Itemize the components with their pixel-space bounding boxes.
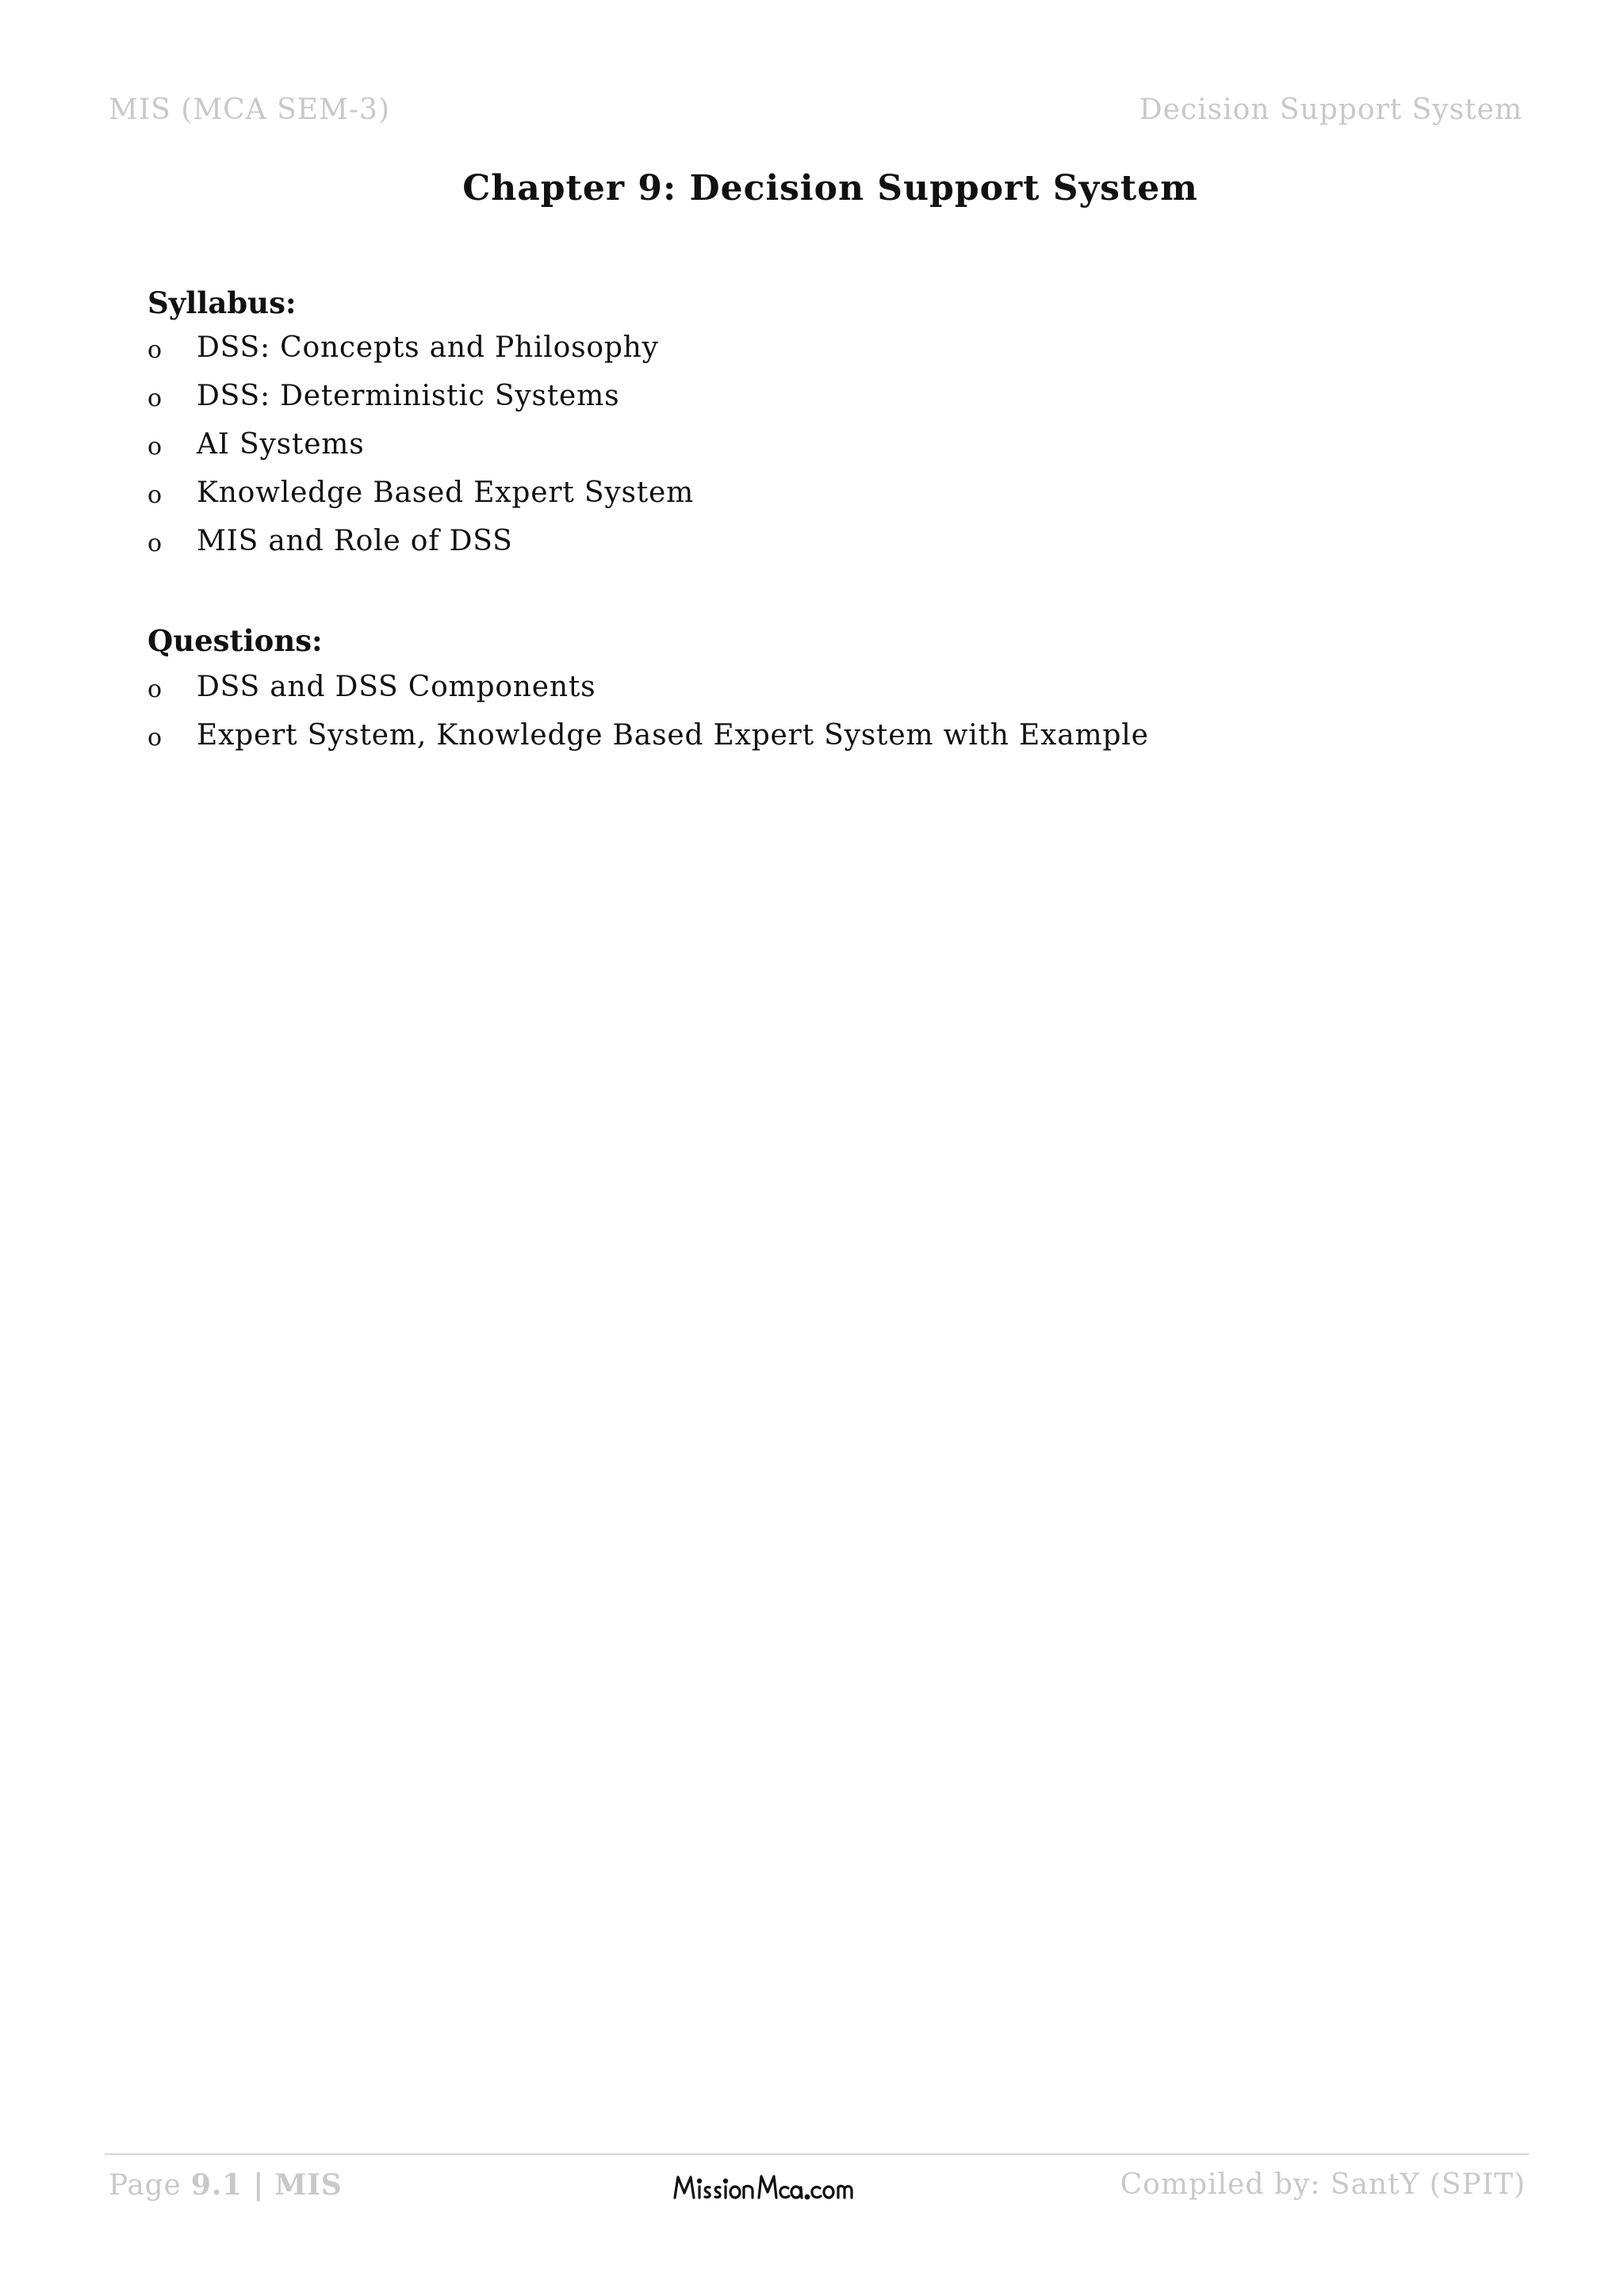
bullet-marker: o [147, 433, 163, 461]
list-item-text: MIS and Role of DSS [197, 525, 513, 557]
footer-subject: MIS [274, 2168, 343, 2202]
header-chapter-label: Decision Support System [1139, 94, 1522, 126]
list-item-text: DSS: Concepts and Philosophy [197, 331, 659, 364]
list-item-text: DSS and DSS Components [197, 671, 596, 703]
bullet-marker: o [147, 530, 163, 557]
page-title: Chapter 9: Decision Support System [462, 168, 1198, 209]
missionmca-logo-graphic [670, 2166, 876, 2214]
list-item-text: DSS: Deterministic Systems [197, 380, 620, 412]
footer-page-number: 9.1 [190, 2168, 243, 2202]
list-item [147, 671, 1149, 719]
list-item-text: Knowledge Based Expert System [197, 476, 695, 509]
questions-heading: Questions: [147, 623, 323, 658]
list-item [147, 428, 694, 476]
list-item [147, 476, 694, 525]
list-item-text: AI Systems [197, 428, 365, 461]
footer-page-info [109, 2168, 343, 2202]
bullet-marker: o [147, 675, 163, 703]
list-item-text: Expert System, Knowledge Based Expert System with Example [197, 719, 1149, 752]
footer-separator: | [242, 2168, 275, 2202]
footer-divider [105, 2153, 1529, 2155]
bullet-marker: o [147, 481, 163, 509]
footer-compiled-by: Compiled by: SantY (SPIT) [1120, 2168, 1526, 2201]
syllabus-list [147, 331, 694, 573]
missionmca-logo [670, 2166, 876, 2214]
list-item [147, 525, 694, 573]
footer-page-prefix: Page [109, 2169, 191, 2202]
questions-list [147, 671, 1149, 767]
list-item [147, 719, 1149, 767]
bullet-marker: o [147, 385, 163, 412]
header-course-label: MIS (MCA SEM-3) [109, 94, 390, 126]
list-item [147, 331, 694, 380]
bullet-marker: o [147, 336, 163, 364]
bullet-marker: o [147, 724, 163, 752]
list-item [147, 380, 694, 428]
syllabus-heading: Syllabus: [147, 285, 297, 320]
